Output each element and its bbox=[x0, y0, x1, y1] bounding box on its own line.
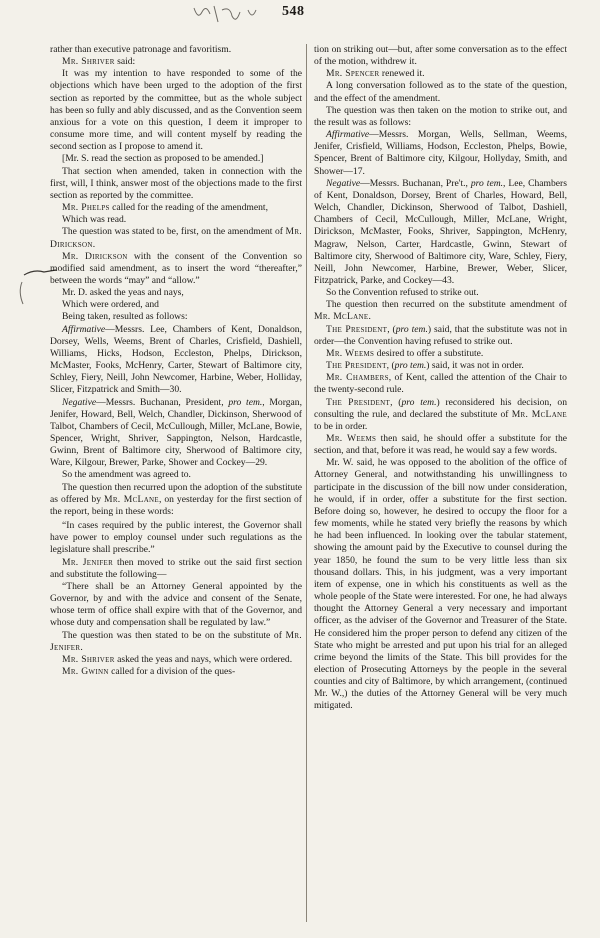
right-column-paragraph bbox=[314, 397, 567, 433]
right-column-paragraph: tion on striking out—but, after some conversation as to the effect of the motion, withdrew it. bbox=[314, 44, 567, 68]
right-column-paragraph bbox=[314, 178, 567, 287]
text-run: Mr. Weems bbox=[326, 347, 375, 359]
pencil-scribble bbox=[192, 4, 262, 26]
left-column-paragraph: So the amendment was agreed to. bbox=[62, 469, 191, 481]
text-run: ) said, it was not in order. bbox=[426, 360, 524, 372]
text-run: , ( bbox=[386, 360, 395, 372]
text-run: said: bbox=[114, 56, 136, 68]
text-run: , Morgan, Jenifer, Howard, Bell, Welch, Chandler, Dickinson, Sherwood of Talbot, Chambers of Cecil, McCullough, Miller, McLane, Bowie, Spencer, Wright, Shriver, Sappington, Nelson, Hardcastle, Gwinn, Brent of Baltimore city, Sherwood of Baltimore city, Ware, Kilgour, Brewer, Parke, Shower and Cockey—29. bbox=[50, 396, 303, 469]
text-run: to be in order. bbox=[314, 420, 368, 432]
text-run: The question then recurred on the substitute amendment of bbox=[326, 299, 567, 311]
text-run: —Messrs. Lee, Chambers of Kent, Donaldson, Dorsey, Wells, Weems, Brent of Charles, Crisfield, Dashiell, Williams, Hicks, Hodson, Eccleston, Phelps, Dirickson, McMaster, Fooks, McHenry, Carter, Stewart of Baltimore city, Schley, Fiery, Neill, John Newcomer, Harbine, Weber, Holliday, Slicer, Fitzpatrick and Smith—30. bbox=[50, 323, 302, 396]
text-run: Mr. McLane bbox=[511, 408, 567, 420]
right-column bbox=[314, 44, 567, 713]
right-column-paragraph: The question was then taken on the motion to strike out, and the result was as follows: bbox=[314, 104, 567, 128]
text-run: pro tem. bbox=[401, 396, 437, 408]
text-run: Mr. Weems bbox=[326, 433, 377, 444]
text-run: Affirmative bbox=[326, 129, 370, 141]
left-column-paragraph: Mr. D. asked the yeas and nays, bbox=[62, 287, 184, 299]
right-column-paragraph: Mr. W. said, he was opposed to the abolition of the office of Attorney General, and notwithstanding his unwillingness to participate in the discussion of the bill now under consideration, he would, if in order, offer a substitute for the first section. Before doing so, however, he desired to occupy the floor for a few moments, while he stated very briefly the reasons by which he had been influenced. In looking over the tabular statement, showing the amount paid by the Executive to counsel during the year 1850, he found the sum to be very little less than six thousand dollars. This, in his judgment, was a very important item of expense, one in which his constituents as well as the whole people of the State were interested. For one, he had always thought the Attorney General a very necessary and important officer, as the adviser of the Governor and Treasurer of the State. He considered him the proper person to defend any citizen of the State who might be arrested and put upon his trial for an alleged crime beyond the limits of the State. This bill provides for the election of Prosecuting Attorneys by the people in the several counties and city of Baltimore, by which arrangement, (continued Mr. W.,) the duties of the Attorney General will be very much mitigated. bbox=[314, 457, 567, 712]
text-run: pro tem. bbox=[394, 360, 427, 372]
left-column-paragraph: rather than executive patronage and favoritism. bbox=[50, 44, 232, 55]
left-column-paragraph: Which were ordered, and bbox=[62, 299, 159, 311]
text-run: —Messrs. Buchanan, President, bbox=[96, 396, 229, 408]
text-run: then said, he should offer a substitute for the section, and that, before it was read, he would say a few words. bbox=[314, 433, 568, 457]
text-run: The question then recurred upon the adoption of the substitute as offered by bbox=[50, 481, 302, 505]
text-run: Negative bbox=[326, 177, 361, 189]
right-column-paragraph bbox=[314, 433, 567, 457]
right-column-paragraph bbox=[314, 324, 567, 348]
text-run: Mr. Gwinn bbox=[62, 665, 109, 677]
left-column-paragraph bbox=[50, 557, 302, 581]
text-run: —Messrs. Morgan, Wells, Sellman, Weems, Jenifer, Crisfield, Williams, Hodson, Eccleston, Phelps, Bowie, Spencer, Brent of Baltimore city, Kilgour, Hollyday, Smith, and Shower—17. bbox=[314, 129, 567, 177]
text-run: , of Kent, called the attention of the Chair to the twenty-second rule. bbox=[314, 372, 567, 396]
text-run: asked the yeas and nays, which were ordered. bbox=[114, 653, 293, 665]
right-column-paragraph bbox=[314, 348, 567, 360]
left-column-paragraph: [Mr. S. read the section as proposed to be amended.] bbox=[62, 153, 264, 165]
left-column-paragraph bbox=[50, 324, 302, 397]
text-run: . bbox=[92, 238, 96, 250]
left-column-paragraph: It was my intention to have responded to some of the objections which have been urged to the adoption of the first section as reported by the committee, but as the whole subject has been so fully and ably discussed, and as the Convention seem anxious for a vote on this question, I deem it improper to consume more time, and will content myself by reading the second section as I propose to amend it. bbox=[50, 68, 302, 153]
right-column-paragraph bbox=[314, 299, 567, 323]
left-column-paragraph: Being taken, resulted as follows: bbox=[62, 311, 188, 323]
text-run: pro tem. bbox=[470, 177, 504, 189]
left-column-paragraph bbox=[50, 202, 302, 214]
right-column-paragraph bbox=[314, 68, 567, 80]
text-run: The President bbox=[326, 396, 391, 408]
left-column-paragraph bbox=[50, 397, 302, 470]
margin-pencil-tick bbox=[14, 280, 30, 306]
right-column-paragraph bbox=[314, 360, 567, 372]
text-run: then moved to strike out the said first section and substitute the following— bbox=[50, 556, 302, 580]
left-column-paragraph: “In cases required by the public interest, the Governor shall have power to employ counsel under such regulations as the legislature shall prescribe.” bbox=[50, 520, 302, 556]
text-run: ) reconsidered his decision, on consulting the rule, and declared the substitute of bbox=[314, 396, 567, 420]
left-column-paragraph bbox=[50, 630, 302, 654]
left-column-paragraph: That section when amended, taken in connection with the first, will, I think, answer most of the objections made to the first section as reported by the committee. bbox=[50, 165, 302, 201]
text-run: The question was then stated to be on the substitute of bbox=[62, 629, 286, 641]
text-run: Negative bbox=[62, 396, 97, 408]
text-run: The President bbox=[326, 323, 388, 335]
text-run: Mr. Shriver bbox=[62, 56, 115, 68]
text-run: pro tem. bbox=[228, 396, 263, 408]
text-run: Mr. Dirickson bbox=[50, 226, 302, 250]
left-column-paragraph bbox=[50, 482, 302, 518]
page-number: 548 bbox=[282, 4, 305, 19]
column-rule bbox=[306, 44, 307, 922]
left-column-paragraph bbox=[50, 226, 302, 250]
text-run: Mr. Shriver bbox=[62, 653, 115, 665]
left-column-paragraph bbox=[50, 251, 302, 287]
left-column-paragraph bbox=[50, 56, 302, 68]
text-run: Mr. Jenifer bbox=[50, 629, 302, 653]
text-run: Affirmative bbox=[62, 323, 106, 335]
text-run: called for a division of the ques- bbox=[108, 665, 236, 677]
text-run: Mr. Chambers bbox=[326, 372, 389, 384]
text-run: The President bbox=[326, 360, 387, 372]
text-run: renewed it. bbox=[379, 68, 425, 80]
text-run: , ( bbox=[390, 396, 402, 408]
right-column-paragraph: So the Convention refused to strike out. bbox=[326, 287, 479, 299]
text-run: Mr. Jenifer bbox=[62, 556, 114, 568]
right-column-paragraph bbox=[314, 129, 567, 178]
text-run: Mr. Phelps bbox=[62, 202, 110, 214]
text-run: Mr. Dirickson bbox=[62, 250, 128, 262]
left-column bbox=[50, 44, 302, 678]
left-column-paragraph bbox=[50, 654, 302, 666]
text-run: —Messrs. Buchanan, Pre't., bbox=[360, 177, 471, 189]
text-run: with the consent of the Convention so modified said amendment, as to insert the word “thereafter,” between the words “may” and “allow.” bbox=[50, 250, 302, 286]
right-column-paragraph: A long conversation followed as to the state of the question, and the effect of the amendment. bbox=[314, 80, 567, 104]
text-run: ) said, that the substitute was not in order—the Convention having refused to strike out. bbox=[314, 323, 567, 347]
right-column-paragraph bbox=[314, 372, 567, 396]
text-run: , ( bbox=[387, 323, 396, 335]
text-run: Mr. McLane bbox=[103, 493, 159, 505]
left-column-paragraph: Which was read. bbox=[62, 214, 127, 226]
text-run: . bbox=[368, 311, 371, 323]
text-run: called for the reading of the amendment, bbox=[109, 202, 268, 214]
left-column-paragraph: “There shall be an Attorney General appointed by the Governor, by and with the advice and consent of the Senate, whose term of office shall expire with that of the Governor, and whose duty and compensation shall be regulated by law.” bbox=[50, 580, 302, 629]
text-run: . bbox=[80, 641, 83, 653]
text-run: , on yesterday for the first section of the report, being in these words: bbox=[50, 493, 302, 517]
text-run: , Lee, Chambers of Kent, Donaldson, Dorsey, Brent of Charles, Howard, Bell, Welch, Chandler, Dickinson, Sherwood of Talbot, Dashiell, Chambers of Cecil, McCullough, Miller, McLane, Wright, Dirickson, McMaster, Fooks, Shriver, Sappington, McHenry, Magraw, Nelson, Carter, Hardcastle, Gwinn, Stewart of Baltimore city, Sherwood of Baltimore city, Ware, Schley, Fiery, Neill, John Newcomer, Harbine, Brewer, Weber, Slicer, Fitzpatrick, Parke, and Cockey—43. bbox=[314, 177, 567, 286]
text-run: pro tem. bbox=[395, 323, 428, 335]
text-run: Mr. Spencer bbox=[326, 68, 380, 80]
left-column-paragraph bbox=[50, 666, 302, 678]
text-run: The question was stated to be, first, on the amendment of bbox=[62, 226, 286, 238]
text-run: Mr. McLane bbox=[314, 311, 369, 323]
text-run: desired to offer a substitute. bbox=[374, 347, 484, 359]
